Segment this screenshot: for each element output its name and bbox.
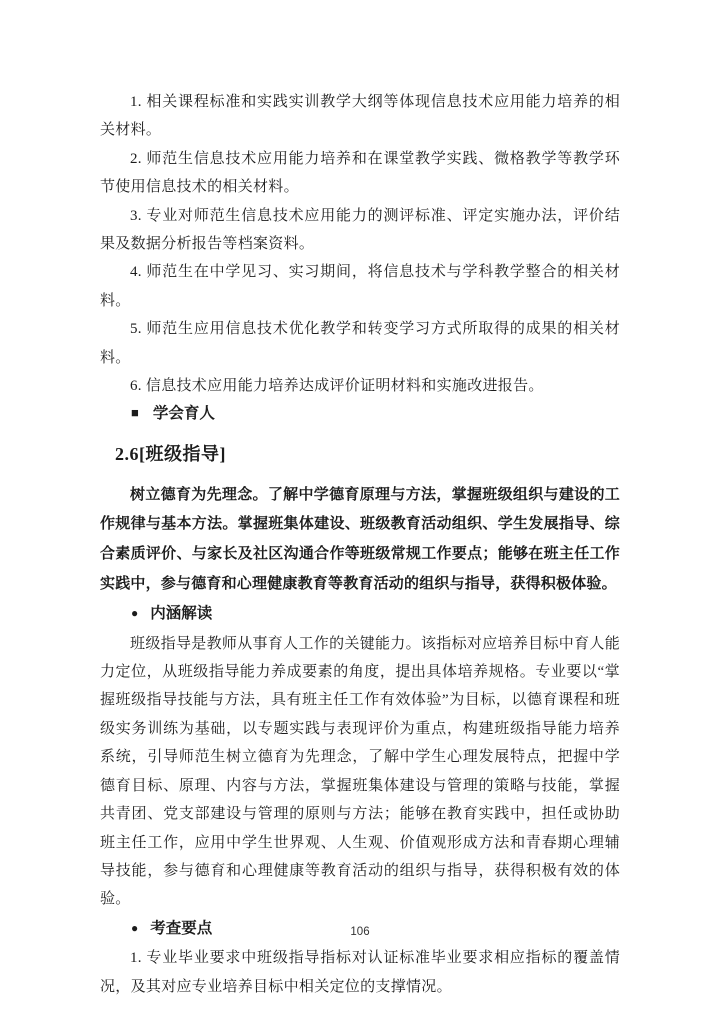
bullet-connotation-label: 内涵解读	[150, 605, 213, 623]
circle-bullet-icon: ●	[131, 920, 139, 935]
archive-item-1: 1. 相关课程标准和实践实训教学大纲等体现信息技术应用能力培养的相关材料。	[100, 94, 620, 139]
exam-points-paragraph: 1. 专业毕业要求中班级指导指标对认证标准毕业要求相应指标的覆盖情况，及其对应专业培养目标中相关定位的支撑情况。	[100, 950, 620, 995]
heading-2-6-class-guidance: 2.6[班级指导]	[115, 443, 226, 464]
standard-paragraph: 树立德育为先理念。了解中学德育原理与方法，掌握班级组织与建设的工作规律与基本方法。掌握班集体建设、班级教育活动组织、学生发展指导、综合素质评价、与家长及社区沟通合作等班级常规工作要点；能够在班主任工作实践中，参与德育和心理健康教育等教育活动的组织与指导，获得积极体验。	[100, 486, 620, 592]
bullet-exam-points-label: 考查要点	[150, 919, 213, 937]
interpretation-paragraph: 班级指导是教师从事育人工作的关键能力。该指标对应培养目标中育人能力定位，从班级指导能力养成要素的角度，提出具体培养规格。专业要以“掌握班级指导技能与方法，具有班主任工作有效体验”为目标，以德育课程和班级实务训练为基础，以专题实践与表现评价为重点，构建班级指导能力培养系统，引导师范生树立德育为先理念，了解中学生心理发展特点，把握中学德育目标、原理、内容与方法，掌握班集体建设与管理的策略与技能，掌握共青团、党支部建设与管理的原则与方法；能够在教育实践中，担任或协助班主任工作，应用中学生世界观、人生观、价值观形成方法和青春期心理辅导技能，参与德育和心理健康等教育活动的组织与指导，获得积极有效的体验。	[100, 635, 620, 908]
archive-item-6: 6. 信息技术应用能力培养达成评价证明材料和实施改进报告。	[130, 378, 544, 395]
page-number: 106	[350, 926, 370, 938]
archive-item-5: 5. 师范生应用信息技术优化教学和转变学习方式所取得的成果的相关材料。	[100, 321, 620, 366]
square-bullet-icon: ■	[131, 405, 139, 421]
circle-bullet-icon: ●	[131, 606, 139, 621]
section-heading-learn-to-educate	[100, 400, 620, 428]
archive-item-3: 3. 专业对师范生信息技术应用能力的测评标准、评定实施办法，评价结果及数据分析报告等档案资料。	[100, 207, 620, 253]
archive-item-4: 4. 师范生在中学见习、实习期间，将信息技术与学科教学整合的相关材料。	[100, 264, 620, 309]
section-title: 学会育人	[152, 405, 215, 423]
bullet-heading-connotation	[100, 600, 620, 628]
archive-item-2: 2. 师范生信息技术应用能力培养和在课堂教学实践、微格教学等教学环节使用信息技术的相关材料。	[100, 150, 620, 196]
